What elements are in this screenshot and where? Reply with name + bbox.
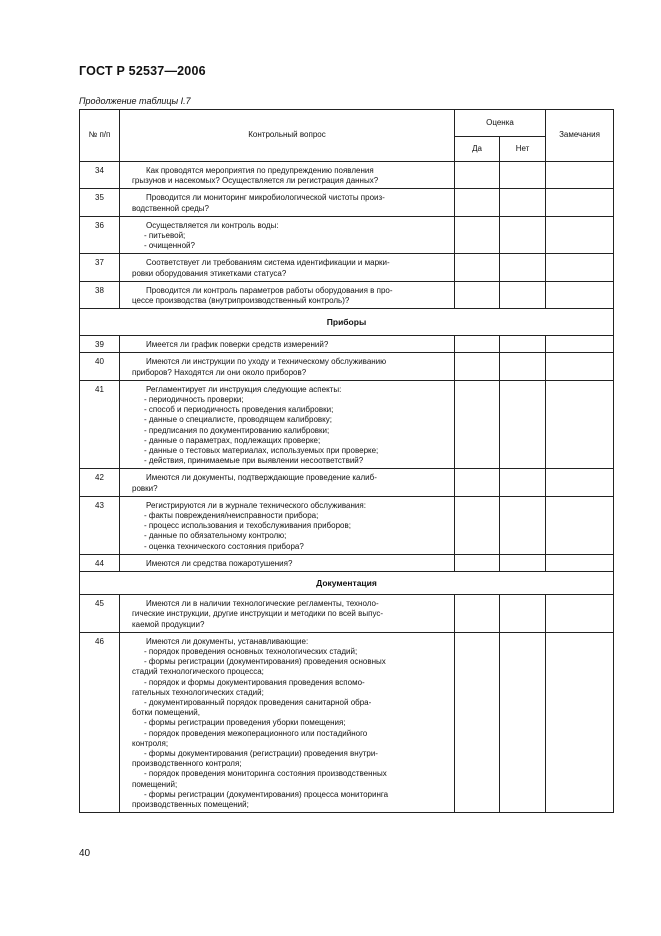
question-line: Проводится ли мониторинг микробиологической чистоты произ- bbox=[146, 193, 385, 203]
question-text bbox=[120, 281, 455, 308]
answer-yes-cell[interactable] bbox=[455, 189, 500, 216]
notes-cell[interactable] bbox=[546, 496, 614, 554]
header-assessment: Оценка bbox=[455, 110, 546, 137]
notes-cell[interactable] bbox=[546, 336, 614, 353]
table-row bbox=[80, 632, 614, 812]
row-number: 37 bbox=[80, 254, 120, 281]
question-line: - порядок и формы документирования проведения вспомо- bbox=[144, 677, 365, 687]
question-text bbox=[120, 469, 455, 496]
question-line: контроля; bbox=[132, 738, 169, 748]
checklist-table bbox=[79, 109, 614, 813]
question-line: - периодичность проверки; bbox=[144, 395, 244, 405]
question-line: приборов? Находятся ли они около приборов? bbox=[132, 367, 307, 377]
notes-cell[interactable] bbox=[546, 595, 614, 633]
table-row bbox=[80, 554, 614, 571]
question-line: Осуществляется ли контроль воды: bbox=[146, 220, 279, 230]
notes-cell[interactable] bbox=[546, 254, 614, 281]
notes-cell[interactable] bbox=[546, 353, 614, 380]
question-line: Регистрируются ли в журнале технического обслуживания: bbox=[146, 500, 366, 510]
rows-group-a bbox=[80, 162, 614, 309]
notes-cell[interactable] bbox=[546, 632, 614, 812]
question-line: - формы регистрации (документирования) процесса мониторинга bbox=[144, 789, 389, 799]
answer-no-cell[interactable] bbox=[500, 353, 546, 380]
answer-yes-cell[interactable] bbox=[455, 254, 500, 281]
question-line: Регламентирует ли инструкция следующие аспекты: bbox=[146, 384, 342, 394]
notes-cell[interactable] bbox=[546, 281, 614, 308]
question-line: Проводится ли контроль параметров работы оборудования в про- bbox=[146, 285, 393, 295]
question-text bbox=[120, 189, 455, 216]
question-text bbox=[120, 216, 455, 254]
table-row bbox=[80, 216, 614, 254]
question-text bbox=[120, 336, 455, 353]
question-line: ровки? bbox=[132, 483, 158, 493]
question-line: ботки помещений, bbox=[132, 708, 200, 718]
answer-no-cell[interactable] bbox=[500, 380, 546, 469]
page-number: 40 bbox=[79, 848, 91, 859]
question-line: Соответствует ли требованиям система идентификации и марки- bbox=[146, 258, 390, 268]
notes-cell[interactable] bbox=[546, 469, 614, 496]
question-line: - процесс использования и техобслуживания приборов; bbox=[144, 521, 351, 531]
rows-group-b bbox=[80, 336, 614, 572]
answer-no-cell[interactable] bbox=[500, 254, 546, 281]
question-line: Имеются ли документы, подтверждающие проведение калиб- bbox=[146, 473, 377, 483]
row-number: 36 bbox=[80, 216, 120, 254]
question-line: стадий технологического процесса; bbox=[132, 667, 264, 677]
answer-yes-cell[interactable] bbox=[455, 469, 500, 496]
notes-cell[interactable] bbox=[546, 189, 614, 216]
row-number: 43 bbox=[80, 496, 120, 554]
row-number: 42 bbox=[80, 469, 120, 496]
question-line: - формы регистрации (документирования) проведения основных bbox=[144, 657, 386, 667]
question-line: - данные о параметрах, подлежащих проверке; bbox=[144, 435, 321, 445]
table-row bbox=[80, 496, 614, 554]
question-text bbox=[120, 554, 455, 571]
row-number: 34 bbox=[80, 162, 120, 189]
question-line: Имеются ли инструкции по уходу и техническому обслуживанию bbox=[146, 357, 387, 367]
row-number: 41 bbox=[80, 380, 120, 469]
question-line: - предписания по документированию калибровки; bbox=[144, 425, 330, 435]
answer-no-cell[interactable] bbox=[500, 554, 546, 571]
question-line: - документированный порядок проведения санитарной обра- bbox=[144, 697, 372, 707]
question-line: - формы документирования (регистрации) проведения внутри- bbox=[144, 748, 378, 758]
answer-no-cell[interactable] bbox=[500, 216, 546, 254]
row-number: 46 bbox=[80, 632, 120, 812]
question-line: - очищенной? bbox=[144, 241, 195, 251]
question-text bbox=[120, 380, 455, 469]
question-line: производственного контроля; bbox=[132, 759, 242, 769]
row-number: 35 bbox=[80, 189, 120, 216]
row-number: 40 bbox=[80, 353, 120, 380]
standard-code: ГОСТ Р 52537—2006 bbox=[79, 64, 206, 78]
section-title-documentation: Документация bbox=[80, 572, 614, 595]
header-notes: Замечания bbox=[546, 110, 614, 162]
question-line: - данные по обязательному контролю; bbox=[144, 531, 287, 541]
question-line: ровки оборудования этикетками статуса? bbox=[132, 268, 287, 278]
answer-yes-cell[interactable] bbox=[455, 380, 500, 469]
section-row-documentation bbox=[80, 572, 614, 595]
answer-yes-cell[interactable] bbox=[455, 353, 500, 380]
question-text bbox=[120, 353, 455, 380]
section-row-instruments bbox=[80, 309, 614, 336]
question-line: каемой продукции? bbox=[132, 619, 205, 629]
table-row bbox=[80, 336, 614, 353]
table-row bbox=[80, 380, 614, 469]
answer-no-cell[interactable] bbox=[500, 336, 546, 353]
question-line: - способ и периодичность проведения калибровки; bbox=[144, 405, 334, 415]
table-row bbox=[80, 254, 614, 281]
answer-yes-cell[interactable] bbox=[455, 336, 500, 353]
question-line: гательных технологических стадий; bbox=[132, 687, 264, 697]
row-number: 38 bbox=[80, 281, 120, 308]
answer-no-cell[interactable] bbox=[500, 189, 546, 216]
header-no: Нет bbox=[500, 137, 546, 162]
question-text bbox=[120, 254, 455, 281]
notes-cell[interactable] bbox=[546, 162, 614, 189]
table-row bbox=[80, 189, 614, 216]
question-line: гические инструкции, другие инструкции и методики по всей выпус- bbox=[132, 609, 384, 619]
table-row bbox=[80, 469, 614, 496]
question-line: производственных помещений; bbox=[132, 799, 249, 809]
table-row bbox=[80, 162, 614, 189]
question-line: - факты повреждения/неисправности прибора; bbox=[144, 511, 319, 521]
row-number: 44 bbox=[80, 554, 120, 571]
header-yes: Да bbox=[455, 137, 500, 162]
table-row bbox=[80, 353, 614, 380]
answer-no-cell[interactable] bbox=[500, 162, 546, 189]
answer-no-cell[interactable] bbox=[500, 632, 546, 812]
answer-yes-cell[interactable] bbox=[455, 281, 500, 308]
question-line: Имеются ли в наличии технологические регламенты, техноло- bbox=[146, 599, 379, 609]
row-number: 39 bbox=[80, 336, 120, 353]
notes-cell[interactable] bbox=[546, 554, 614, 571]
question-text bbox=[120, 496, 455, 554]
answer-yes-cell[interactable] bbox=[455, 595, 500, 633]
question-line: - формы регистрации проведения уборки помещения; bbox=[144, 718, 346, 728]
question-text bbox=[120, 632, 455, 812]
question-line: цессе производства (внутрипроизводственный контроль)? bbox=[132, 296, 350, 306]
section-title-instruments: Приборы bbox=[80, 309, 614, 336]
notes-cell[interactable] bbox=[546, 216, 614, 254]
answer-yes-cell[interactable] bbox=[455, 554, 500, 571]
question-line: помещений; bbox=[132, 779, 178, 789]
question-text bbox=[120, 595, 455, 633]
answer-no-cell[interactable] bbox=[500, 469, 546, 496]
question-line: водственной среды? bbox=[132, 203, 209, 213]
question-line: - порядок проведения межоперационного или постадийного bbox=[144, 728, 368, 738]
question-line: - данные о тестовых материалах, используемых при проверке; bbox=[144, 446, 379, 456]
question-line: Имеются ли средства пожаротушения? bbox=[146, 558, 293, 568]
answer-yes-cell[interactable] bbox=[455, 496, 500, 554]
answer-no-cell[interactable] bbox=[500, 595, 546, 633]
notes-cell[interactable] bbox=[546, 380, 614, 469]
header-num: № п/п bbox=[80, 110, 120, 162]
header-question: Контрольный вопрос bbox=[120, 110, 455, 162]
question-line: грызунов и насекомых? Осуществляется ли регистрация данных? bbox=[132, 176, 379, 186]
table-row bbox=[80, 281, 614, 308]
answer-yes-cell[interactable] bbox=[455, 632, 500, 812]
answer-yes-cell[interactable] bbox=[455, 162, 500, 189]
question-text bbox=[120, 162, 455, 189]
question-line: Имеются ли документы, устанавливающие: bbox=[146, 636, 309, 646]
question-line: - данные о специалисте, проводящем калибровку; bbox=[144, 415, 332, 425]
table-caption: Продолжение таблицы I.7 bbox=[79, 96, 191, 106]
question-line: - порядок проведения мониторинга состояния производственных bbox=[144, 769, 387, 779]
rows-group-c bbox=[80, 595, 614, 813]
question-line: - оценка технического состояния прибора? bbox=[144, 541, 304, 551]
question-line: - действия, принимаемые при выявлении несоответствий? bbox=[144, 456, 364, 466]
question-line: Как проводятся мероприятия по предупреждению появления bbox=[146, 166, 374, 175]
answer-no-cell[interactable] bbox=[500, 281, 546, 308]
question-line: Имеется ли график поверки средств измерений? bbox=[146, 340, 329, 350]
question-line: - питьевой; bbox=[144, 231, 186, 241]
answer-no-cell[interactable] bbox=[500, 496, 546, 554]
answer-yes-cell[interactable] bbox=[455, 216, 500, 254]
question-line: - порядок проведения основных технологических стадий; bbox=[144, 646, 358, 656]
table-row bbox=[80, 595, 614, 633]
row-number: 45 bbox=[80, 595, 120, 633]
